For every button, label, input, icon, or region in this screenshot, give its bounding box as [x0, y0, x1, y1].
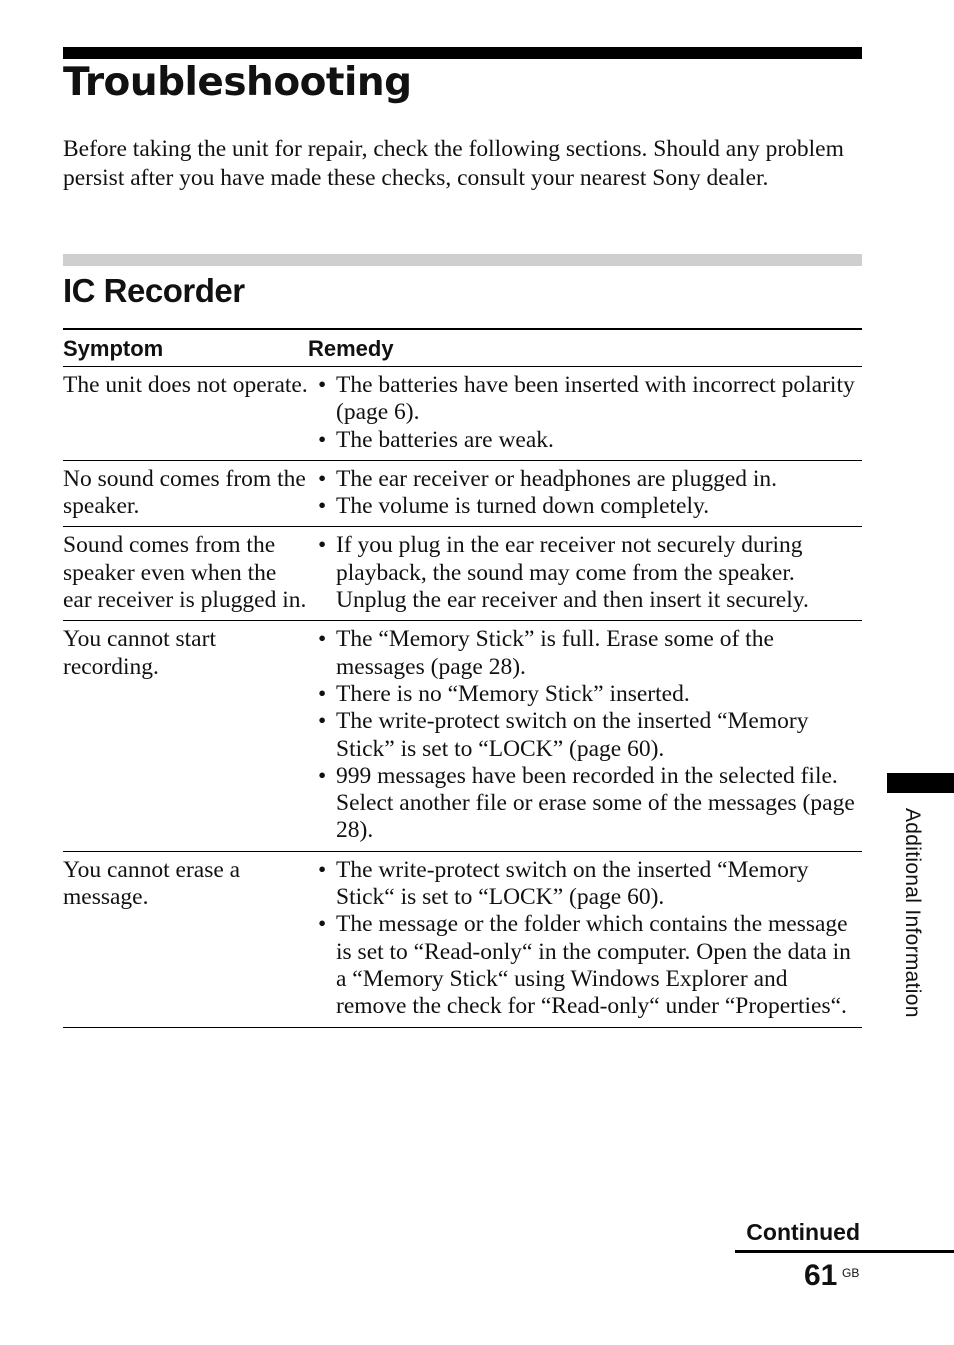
- bullet-mark: •: [318, 856, 327, 883]
- symptom-cell: Sound comes from the speaker even when the ear receiver is plugged in.: [63, 532, 307, 614]
- table-row: [63, 852, 862, 1028]
- page-number-suffix: GB: [842, 1266, 860, 1280]
- remedy-item: [318, 372, 862, 427]
- remedy-text: The batteries have been inserted with incorrect polarity (page 6).: [336, 372, 855, 426]
- bullet-mark: •: [318, 680, 327, 707]
- section-title: IC Recorder: [63, 272, 245, 309]
- remedy-item: [318, 493, 862, 520]
- symptom-cell: The unit does not operate.: [63, 372, 308, 398]
- remedy-item: [318, 626, 862, 681]
- remedy-item: [318, 708, 862, 763]
- remedy-item: [318, 427, 862, 454]
- troubleshooting-table: [63, 328, 862, 1028]
- page-title: Troubleshooting: [63, 60, 412, 105]
- remedy-text: The message or the folder which contains the message is set to “Read-only“ in the computer. Open the data in a “Memory Stick“ using Windows Explorer and remove the check for “Read-only“ under “Properties“.: [336, 911, 851, 1020]
- intro-paragraph: Before taking the unit for repair, check the following sections. Should any problem persist after you have made these checks, consult your nearest Sony dealer.: [63, 136, 844, 191]
- remedy-text: The volume is turned down completely.: [336, 493, 710, 520]
- continued-label: Continued: [746, 1219, 860, 1245]
- remedy-text: 999 messages have been recorded in the selected file. Select another file or erase some of the messages (page 28).: [336, 762, 855, 844]
- bullet-mark: •: [318, 626, 327, 653]
- remedy-cell: [318, 532, 862, 614]
- remedy-cell: [318, 857, 862, 1021]
- table-row: [63, 461, 862, 528]
- symptom-cell: No sound comes from the speaker.: [63, 465, 306, 520]
- remedy-text: The write-protect switch on the inserted “Memory Stick“ is set to “LOCK” (page 60).: [336, 856, 809, 911]
- remedy-item: [318, 911, 862, 1020]
- remedy-text: If you plug in the ear receiver not securely during playback, the sound may come from the speaker. Unplug the ear receiver and then insert it securely.: [336, 532, 809, 614]
- remedy-cell: [318, 372, 862, 454]
- symptom-cell: You cannot erase a message.: [63, 856, 241, 911]
- bullet-mark: •: [318, 708, 327, 735]
- remedy-item: [318, 681, 862, 708]
- bullet-mark: •: [318, 911, 327, 938]
- remedy-item: [318, 466, 862, 493]
- bullet-mark: •: [318, 762, 327, 789]
- continued-rule: [735, 1250, 954, 1253]
- remedy-text: The write-protect switch on the inserted “Memory Stick” is set to “LOCK” (page 60).: [336, 708, 809, 762]
- bullet-mark: •: [318, 532, 327, 559]
- bullet-mark: •: [318, 372, 327, 398]
- section-rule: [63, 254, 862, 266]
- remedy-item: [318, 532, 862, 614]
- bullet-mark: •: [318, 493, 327, 520]
- remedy-cell: [318, 626, 862, 844]
- section-tab-marker: [887, 773, 954, 793]
- table-row: [63, 367, 862, 461]
- remedy-text: The “Memory Stick” is full. Erase some of the messages (page 28).: [336, 626, 774, 680]
- remedy-cell: [318, 466, 862, 521]
- bullet-mark: •: [318, 465, 327, 492]
- table-row: [63, 621, 862, 851]
- remedy-text: There is no “Memory Stick” inserted.: [336, 680, 690, 707]
- header-remedy: Remedy: [308, 336, 394, 361]
- table-row: [63, 527, 862, 621]
- remedy-text: The batteries are weak.: [336, 426, 554, 453]
- bullet-mark: •: [318, 426, 327, 453]
- remedy-item: [318, 763, 862, 845]
- side-section-label: Additional Information: [901, 808, 924, 1018]
- remedy-item: [318, 857, 862, 912]
- page-number: 61: [804, 1259, 838, 1292]
- table-header: [63, 330, 862, 367]
- header-symptom: Symptom: [63, 336, 164, 361]
- remedy-text: The ear receiver or headphones are plugged in.: [336, 465, 778, 492]
- symptom-cell: You cannot start recording.: [63, 626, 216, 680]
